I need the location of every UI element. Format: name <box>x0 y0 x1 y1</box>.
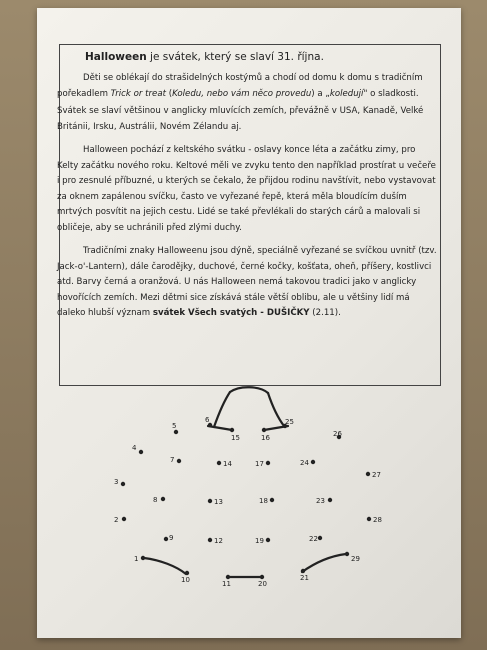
dot-label-12: 12 <box>214 537 223 545</box>
dot-7 <box>177 459 181 463</box>
title-bold: Halloween <box>85 51 147 63</box>
para1-text-d: " o sladkosti. <box>363 88 419 99</box>
dot-29 <box>345 552 349 556</box>
dot-11 <box>226 575 230 579</box>
dot-label-8: 8 <box>153 496 158 504</box>
paragraph-2: Svátek se slaví většinou v anglicky mluvících zemích, převážně v USA, Kanadě, Velké Británii, Irsku, Austrálii, Novém Zélandu aj. <box>57 106 424 132</box>
dot-label-16: 16 <box>261 434 270 442</box>
dot-label-13: 13 <box>214 498 223 506</box>
dot-label-6: 6 <box>205 416 210 424</box>
para1-italic: Trick or treat <box>110 88 166 99</box>
para1-text-c: ) a „ <box>311 88 330 99</box>
dot-label-21: 21 <box>300 574 309 582</box>
dot-17 <box>266 461 270 465</box>
para4-text: Tradičními znaky Halloweenu jsou dýně, speciálně vyřezané se svíčkou uvnitř (tzv. Jack-o'-Lantern), dále čarodějky, duchové, černé kočky, košťata, oheň, příšery, kostlivci atd. Barvy černá a oranžová. U nás Halloween nemá takovou tradici jako v anglicky hovořících zemích. Mezi dětmi sice získává stále větší oblibu, ale u většiny lidí má daleko hlubší význam <box>57 246 437 318</box>
dot-13 <box>208 499 212 503</box>
dot-2 <box>122 517 126 521</box>
dot-label-28: 28 <box>373 516 382 524</box>
stem-left-line <box>214 392 230 427</box>
bottom-right-curve <box>302 554 346 572</box>
dot-label-10: 10 <box>181 576 190 584</box>
dot-label-4: 4 <box>132 444 137 452</box>
dot-15 <box>230 428 234 432</box>
dot-8 <box>161 497 165 501</box>
dot-label-5: 5 <box>172 422 177 430</box>
dot-label-9: 9 <box>169 534 174 542</box>
dot-10 <box>185 571 189 575</box>
dot-3 <box>121 482 125 486</box>
para4-bold: svátek Všech svatých - DUŠIČKY <box>152 308 310 318</box>
dot-label-23: 23 <box>316 497 325 505</box>
dot-21 <box>301 569 305 573</box>
para1-text: Děti se oblékají do strašidelných kostýmů a chodí od domu k domu s tradičním pořekadlem <box>57 73 423 99</box>
stem-right-line <box>268 393 284 426</box>
stem-base-left <box>208 426 232 430</box>
dot-27 <box>366 472 370 476</box>
para1-italic-3: koledují <box>329 88 364 99</box>
dot-label-26: 26 <box>333 430 342 438</box>
bottom-left-curve <box>144 558 186 574</box>
stem-top-arc <box>230 387 268 393</box>
dot-label-25: 25 <box>285 418 294 426</box>
dot-label-18: 18 <box>259 497 268 505</box>
para4-text-b: (2.11). <box>309 308 341 318</box>
dot-23 <box>328 498 332 502</box>
title-rest: je svátek, který se slaví 31. října. <box>146 51 324 63</box>
dot-label-22: 22 <box>309 535 318 543</box>
dot-label-11: 11 <box>222 580 231 588</box>
dot-28 <box>367 517 371 521</box>
dot-16 <box>262 428 266 432</box>
para1-text-b: ( <box>165 88 173 99</box>
dot-label-1: 1 <box>134 555 139 563</box>
dot-5 <box>174 430 178 434</box>
dot-label-27: 27 <box>372 471 381 479</box>
dot-4 <box>139 450 143 454</box>
dot-label-14: 14 <box>223 460 232 468</box>
dot-22 <box>318 536 322 540</box>
para1-italic-2: Koledu, nebo vám něco provedu <box>172 88 312 99</box>
dot-label-24: 24 <box>300 459 309 467</box>
dot-label-19: 19 <box>255 537 264 545</box>
dot-12 <box>208 538 212 542</box>
dot-label-15: 15 <box>231 434 240 442</box>
paragraph-3: Halloween pochází z keltského svátku - oslavy konce léta a začátku zimy, pro Kelty začátku nového roku. Keltové měli ve zvyku tento den například prostírat u večeře i pro zesnulé příbuzné, u kterých se čekalo, že přijdou rodinu navštívit, nebo vystavovat za oknem zapálenou svíčku, často ve vyřezané řepě, která měla bloudícím duším mrtvých posvítit na jejich cestu. Lidé se také převlékali do starých cárů a malovali si obličeje, aby se uchránili před zlými duchy. <box>57 145 436 233</box>
dot-24 <box>311 460 315 464</box>
dot-19 <box>266 538 270 542</box>
dot-1 <box>141 556 145 560</box>
dot-label-20: 20 <box>258 580 267 588</box>
dot-label-17: 17 <box>255 460 264 468</box>
dot-9 <box>164 537 168 541</box>
dot-label-3: 3 <box>114 478 119 486</box>
dot-label-7: 7 <box>170 456 175 464</box>
dot-20 <box>260 575 264 579</box>
dot-label-29: 29 <box>351 555 360 563</box>
dot-14 <box>217 461 221 465</box>
dot-18 <box>270 498 274 502</box>
dot-label-2: 2 <box>114 516 119 524</box>
